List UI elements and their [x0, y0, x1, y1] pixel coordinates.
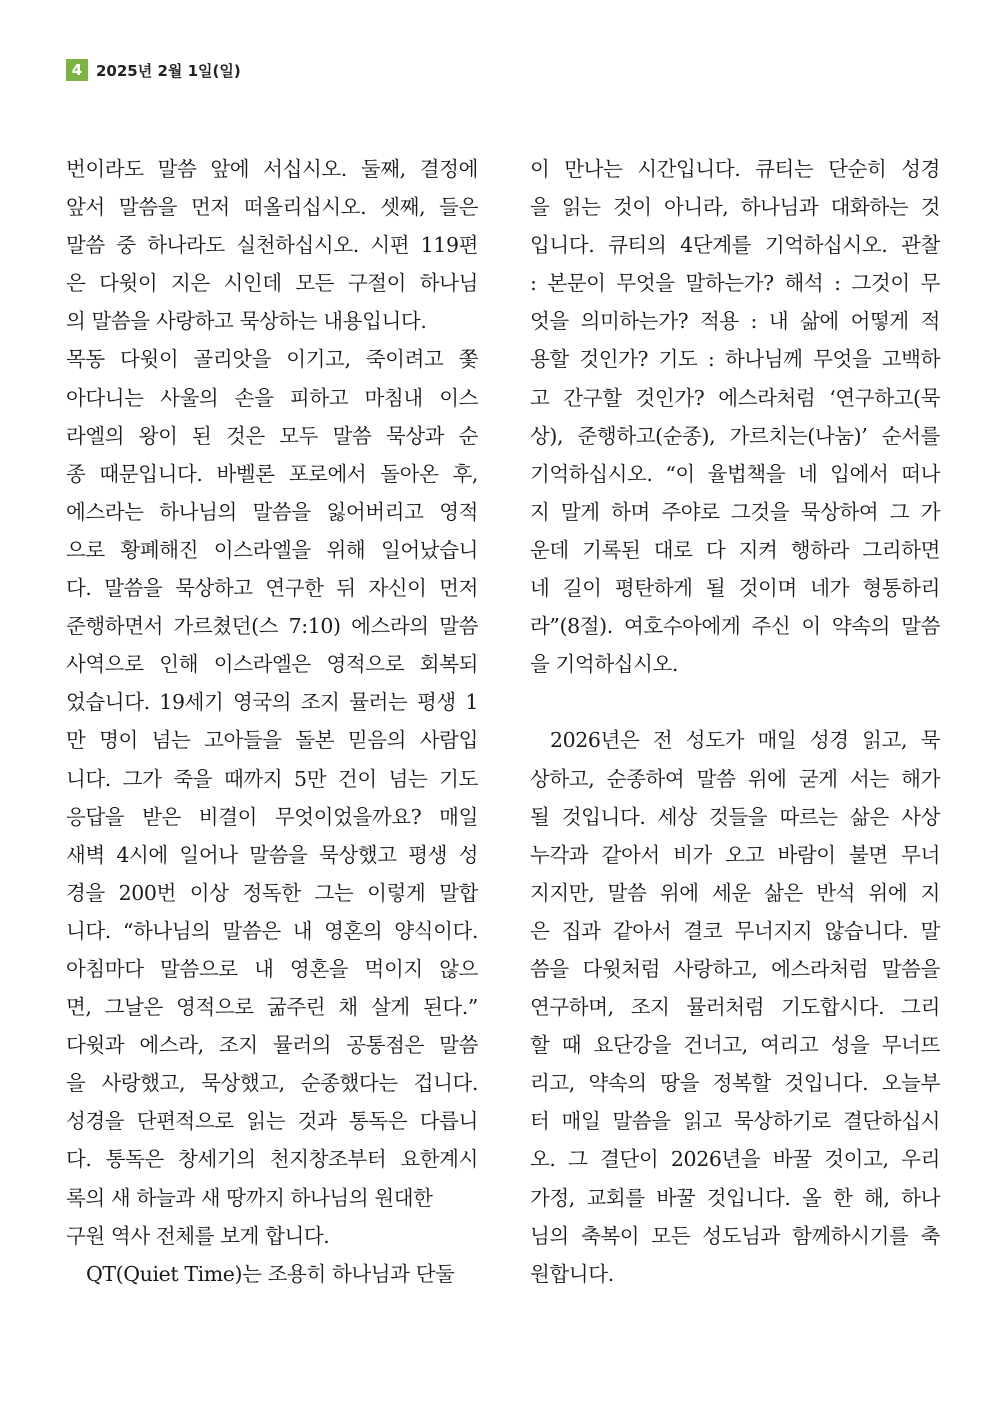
text-line: 지지만, 말씀 위에 세운 삶은 반석 위에 지: [530, 880, 940, 905]
text-line: 터 매일 말씀을 읽고 묵상하기로 결단하십시: [530, 1109, 940, 1134]
text-line: 기억하십시오. “이 율법책을 네 입에서 떠나: [530, 461, 940, 486]
text-line: 이 만나는 시간입니다. 큐티는 단순히 성경: [530, 157, 940, 181]
text-line: 상), 준행하고(순종), 가르치는(나눔)’ 순서를: [530, 423, 940, 448]
text-line: 니다. “하나님의 말씀은 내 영혼의 양식이다.: [66, 918, 478, 943]
text-line: 다윗과 에스라, 조지 뮬러의 공통점은 말씀: [66, 1033, 478, 1058]
issue-date: 2025년 2월 1일(일): [96, 61, 241, 80]
text-line: 번이라도 말씀 앞에 서십시오. 둘째, 결정에: [66, 157, 478, 181]
text-line: 말씀 중 하나라도 실천하십시오. 시편 119편: [66, 233, 478, 258]
text-line: 엇을 의미하는가? 적용 : 내 삶에 어떻게 적: [530, 309, 940, 334]
paragraph-gap: [530, 683, 940, 721]
text-line: 니다. 그가 죽을 때까지 5만 건이 넘는 기도: [66, 766, 478, 791]
text-line: 다. 말씀을 묵상하고 연구한 뒤 자신이 먼저: [66, 576, 478, 601]
text-line: 2026년은 전 성도가 매일 성경 읽고, 묵: [550, 728, 940, 753]
text-line: 만 명이 넘는 고아들을 돌본 믿음의 사람입: [66, 728, 478, 753]
text-line: 오. 그 결단이 2026년을 바꿀 것이고, 우리: [530, 1147, 940, 1172]
text-line: 의 말씀을 사랑하고 묵상하는 내용입니다.: [66, 309, 427, 334]
text-line: 라엘의 왕이 된 것은 모두 말씀 묵상과 순: [66, 423, 478, 448]
right-column: [530, 150, 940, 1293]
text-line: 에스라는 하나님의 말씀을 잃어버리고 영적: [66, 499, 478, 524]
text-line: 네 길이 평탄하게 될 것이며 네가 형통하리: [530, 576, 940, 601]
text-line: 할 때 요단강을 건너고, 여리고 성을 무너뜨: [530, 1033, 940, 1058]
text-line: 가정, 교회를 바꿀 것입니다. 올 한 해, 하나: [530, 1185, 940, 1210]
text-line: 새벽 4시에 일어나 말씀을 묵상했고 평생 성: [66, 842, 478, 867]
text-line: 운데 기록된 대로 다 지켜 행하라 그리하면: [530, 537, 940, 562]
text-line: 상하고, 순종하여 말씀 위에 굳게 서는 해가: [530, 766, 940, 791]
text-line: 원합니다.: [530, 1261, 614, 1286]
left-column: [66, 150, 478, 1293]
text-line: : 본문이 무엇을 말하는가? 해석 : 그것이 무: [530, 271, 940, 296]
text-line: 준행하면서 가르쳤던(스 7:10) 에스라의 말씀: [66, 614, 478, 639]
text-line: 씀을 다윗처럼 사랑하고, 에스라처럼 말씀을: [530, 956, 940, 981]
text-line: 지 말게 하며 주야로 그것을 묵상하여 그 가: [530, 499, 940, 524]
text-line: 성경을 단편적으로 읽는 것과 통독은 다릅니: [66, 1109, 478, 1134]
text-line: 응답을 받은 비결이 무엇이었을까요? 매일: [66, 804, 478, 829]
text-line: 을 읽는 것이 아니라, 하나님과 대화하는 것: [530, 195, 940, 220]
text-line: QT(Quiet Time)는 조용히 하나님과 단둘: [86, 1261, 455, 1286]
page-number: 4: [66, 59, 88, 81]
text-line: 종 때문입니다. 바벨론 포로에서 돌아온 후,: [66, 461, 478, 486]
text-line: 은 집과 같아서 결코 무너지지 않습니다. 말: [530, 918, 940, 943]
text-line: 리고, 약속의 땅을 정복할 것입니다. 오늘부: [530, 1071, 940, 1096]
text-line: 사역으로 인해 이스라엘은 영적으로 회복되: [66, 652, 478, 677]
text-line: 연구하며, 조지 뮬러처럼 기도합시다. 그리: [530, 995, 940, 1020]
text-line: 될 것입니다. 세상 것들을 따르는 삶은 사상: [530, 804, 940, 829]
text-line: 면, 그날은 영적으로 굶주린 채 살게 된다.”: [66, 995, 478, 1020]
text-line: 었습니다. 19세기 영국의 조지 뮬러는 평생 1: [66, 690, 478, 715]
text-line: 아다니는 사울의 손을 피하고 마침내 이스: [66, 385, 478, 410]
text-line: 을 기억하십시오.: [530, 652, 679, 677]
text-line: 입니다. 큐티의 4단계를 기억하십시오. 관찰: [530, 233, 940, 258]
text-line: 누각과 같아서 비가 오고 바람이 불면 무너: [530, 842, 940, 867]
text-line: 경을 200번 이상 정독한 그는 이렇게 말합: [66, 880, 478, 905]
text-line: 으로 황폐해진 이스라엘을 위해 일어났습니: [66, 537, 478, 562]
text-line: 을 사랑했고, 묵상했고, 순종했다는 겁니다.: [66, 1071, 478, 1096]
text-line: 용할 것인가? 기도 : 하나님께 무엇을 고백하: [530, 347, 940, 372]
page-header: [66, 58, 241, 82]
text-line: 다. 통독은 창세기의 천지창조부터 요한계시: [66, 1147, 478, 1172]
text-line: 아침마다 말씀으로 내 영혼을 먹이지 않으: [66, 956, 478, 981]
text-line: 은 다윗이 지은 시인데 모든 구절이 하나님: [66, 271, 478, 296]
text-line: 목동 다윗이 골리앗을 이기고, 죽이려고 쫓: [66, 347, 478, 372]
text-line: 앞서 말씀을 먼저 떠올리십시오. 셋째, 들은: [66, 195, 478, 220]
text-line: 록의 새 하늘과 새 땅까지 하나님의 원대한: [66, 1185, 433, 1210]
text-line: 라”(8절). 여호수아에게 주신 이 약속의 말씀: [530, 614, 940, 639]
text-line: 구원 역사 전체를 보게 합니다.: [66, 1223, 330, 1248]
text-line: 님의 축복이 모든 성도님과 함께하시기를 축: [530, 1223, 940, 1248]
text-line: 고 간구할 것인가? 에스라처럼 ‘연구하고(묵: [530, 385, 940, 410]
